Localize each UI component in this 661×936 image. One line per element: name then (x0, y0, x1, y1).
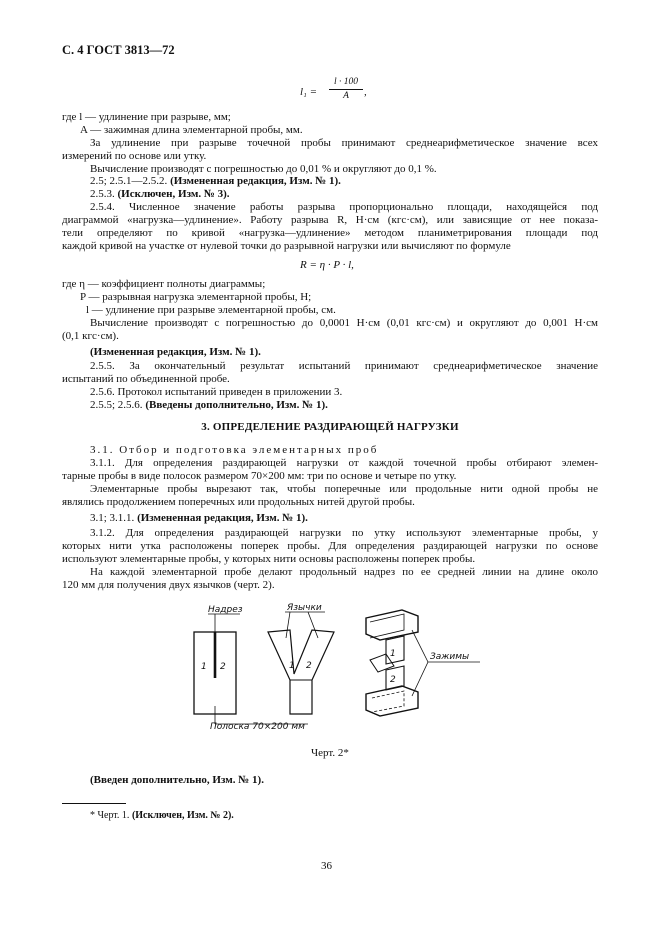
formula-elongation-numerator: l · 100 (333, 77, 358, 87)
fig-num-2: 2 (306, 661, 312, 671)
text-line: измерений по основе или утку. (62, 150, 207, 162)
figure-caption: Черт. 2* (311, 747, 349, 759)
text-line: Элементарные пробы вырезают так, чтобы поперечные или продольные нити одной пробы не (90, 483, 598, 495)
text-line: 3.1; 3.1.1. (Измененная редакция, Изм. № 1). (90, 512, 308, 524)
text-line: 3.1.1. Для определения раздирающей нагрузки от каждой точечной пробы отбирают элемен- (90, 457, 598, 469)
clamps-sample (366, 610, 480, 716)
fig-num-2: 2 (220, 662, 226, 672)
footnote-rule (62, 803, 126, 804)
label-strip: Полоска 70×200 мм (210, 722, 305, 732)
fig-num-2: 2 (390, 675, 396, 685)
text-line: На каждой элементарной пробе делают продольный надрез по ее средней линии на длине около (90, 566, 598, 578)
text-line: где l — удлинение при разрыве, мм; (62, 111, 231, 123)
text-line: 2.5.3. (Исключен, Изм. № 3). (90, 188, 230, 200)
text-line: диаграммой «нагрузка—удлинение». Работу разрыва R, Н·см (кгс·см), или зависящие от нее показа- (62, 214, 598, 226)
label-tongues: Язычки (287, 603, 322, 613)
page-number: 36 (321, 860, 332, 872)
text-line: каждой кривой на участке от нулевой точки до разрывной нагрузки или вычисляют по формуле (62, 240, 511, 252)
text-line: тарные пробы в виде полосок размером 70×200 мм: три по основе и четыре по утку. (62, 470, 457, 482)
formula-elongation-denominator: A (343, 91, 349, 101)
fraction-bar (329, 89, 363, 90)
text-line: l — удлинение при разрыве элементарной пробы, см. (86, 304, 336, 316)
text-line: Вычисление производят с погрешностью до 0,0001 Н·см (0,01 кгс·см) и округляют до 0,001 Н·см (90, 317, 598, 329)
text-line: где η — коэффициент полноты диаграммы; (62, 278, 266, 290)
text-line: (0,1 кгс·см). (62, 330, 119, 342)
text-line: (Измененная редакция, Изм. № 1). (90, 346, 261, 358)
text-line: (Введен дополнительно, Изм. № 1). (90, 774, 264, 786)
text-line: которых нити утка расположены поперек пробы. Для определения раздирающей нагрузки по основе (62, 540, 598, 552)
fig-num-1: 1 (390, 649, 396, 659)
text-line: являлись продолжением поперечных или продольных нитей другой пробы. (62, 496, 415, 508)
label-cut: Надрез (208, 605, 243, 615)
page-header: С. 4 ГОСТ 3813—72 (62, 43, 175, 57)
text-line: 3.1.2. Для определения раздирающей нагрузки по утку используют элементарные пробы, у (90, 527, 598, 539)
text-line: Вычисление производят с погрешностью до 0,01 % и округляют до 0,1 %. (90, 163, 437, 175)
formula-work-of-rupture: R = η · P · l, (300, 259, 354, 271)
subsection-heading: 3.1. Отбор и подготовка элементарных проб (90, 444, 379, 456)
text-line: P — разрывная нагрузка элементарной пробы, Н; (80, 291, 312, 303)
text-line: 2.5.6. Протокол испытаний приведен в приложении 3. (90, 386, 343, 398)
figure-2-diagram (190, 596, 500, 741)
text-line: испытаний по объединенной пробе. (62, 373, 230, 385)
text-line: 120 мм для получения двух язычков (черт. 2). (62, 579, 275, 591)
text-line: 2.5.5; 2.5.6. (Введены дополнительно, Изм. № 1). (90, 399, 328, 411)
fig-num-1: 1 (289, 661, 295, 671)
text-line: За удлинение при разрыве точечной пробы принимают среднеарифметическое значение всех (90, 137, 598, 149)
text-line: тели определяют по кривой «нагрузка—удлинение» методом планиметрирования площади под (62, 227, 598, 239)
label-clamps: Зажимы (430, 652, 470, 662)
formula-elongation-lhs: l₁ = (300, 86, 318, 98)
tongues-sample (268, 603, 334, 714)
text-line: 2.5; 2.5.1—2.5.2. (Измененная редакция, Изм. № 1). (90, 175, 341, 187)
formula-elongation-tail: , (364, 86, 367, 98)
text-line: используют элементарные пробы, у которых нити основы расположены поперек пробы. (62, 553, 476, 565)
text-line: 2.5.5. За окончательный результат испытаний принимают среднеарифметическое значение (90, 360, 598, 372)
section-heading: 3. ОПРЕДЕЛЕНИЕ РАЗДИРАЮЩЕЙ НАГРУЗКИ (201, 421, 459, 433)
fig-num-1: 1 (201, 662, 207, 672)
text-line: 2.5.4. Численное значение работы разрыва пропорционально площади, находящейся под (90, 201, 598, 213)
text-line: A — зажимная длина элементарной пробы, мм. (80, 124, 303, 136)
footnote: * Черт. 1. (Исключен, Изм. № 2). (90, 810, 234, 821)
